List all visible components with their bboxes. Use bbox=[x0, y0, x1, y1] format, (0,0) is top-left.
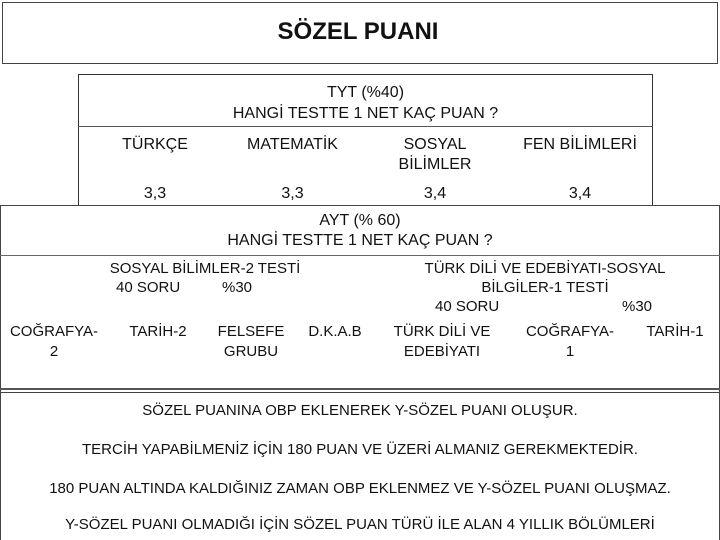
tyt-value-fen: 3,4 bbox=[568, 185, 592, 202]
ayt-right-group-weight: %30 bbox=[622, 298, 653, 315]
ayt-right-item-turk-dili-l2: EDEBİYATI bbox=[403, 343, 481, 360]
ayt-right-item-cografya1-l2: 1 bbox=[565, 343, 575, 360]
ayt-header-divider bbox=[0, 255, 720, 256]
page-title: SÖZEL PUANI bbox=[277, 18, 439, 45]
tyt-value-sosyal: 3,4 bbox=[423, 185, 447, 202]
ayt-right-group-title: TÜRK DİLİ VE EDEBİYATI-SOSYAL bbox=[424, 260, 666, 277]
tyt-heading: TYT (%40) bbox=[326, 84, 405, 101]
ayt-right-group-questions: 40 SORU bbox=[435, 298, 500, 315]
ayt-right-item-turk-dili: TÜRK DİLİ VE bbox=[393, 323, 491, 340]
ayt-bottom-divider bbox=[0, 388, 720, 390]
ayt-left-item-cografya2-l2: 2 bbox=[49, 343, 59, 360]
ayt-left-item-dkab: D.K.A.B bbox=[308, 323, 362, 340]
info-line-3: 180 PUAN ALTINDA KALDIĞINIZ ZAMAN OBP EKLENMEZ VE Y-SÖZEL PUANI OLUŞMAZ. bbox=[49, 480, 671, 497]
tyt-header-divider bbox=[78, 126, 653, 127]
tyt-col-sosyal: SOSYAL bbox=[403, 136, 467, 153]
ayt-right-group-title-l2: BİLGİLER-1 TESTİ bbox=[481, 279, 609, 296]
tyt-col-sosyal-l2: BİLİMLER bbox=[398, 156, 472, 173]
ayt-heading: AYT (% 60) bbox=[319, 212, 401, 229]
info-line-4: Y-SÖZEL PUANI OLMADIĞI İÇİN SÖZEL PUAN TÜRÜ İLE ALAN 4 YILLIK BÖLÜMLERİ bbox=[65, 516, 655, 533]
info-line-2: TERCİH YAPABİLMENİZ İÇİN 180 PUAN VE ÜZERİ ALMANIZ GEREKMEKTEDİR. bbox=[82, 441, 638, 458]
tyt-col-matematik: MATEMATİK bbox=[247, 136, 338, 153]
tyt-question: HANGİ TESTTE 1 NET KAÇ PUAN ? bbox=[232, 105, 499, 122]
ayt-question: HANGİ TESTTE 1 NET KAÇ PUAN ? bbox=[227, 232, 493, 249]
ayt-right-item-cografya1: COĞRAFYA- bbox=[525, 323, 615, 340]
ayt-left-group-weight: %30 bbox=[222, 279, 253, 296]
tyt-value-turkce: 3,3 bbox=[143, 185, 167, 202]
ayt-left-item-felsefe: FELSEFE bbox=[217, 323, 285, 340]
ayt-left-item-tarih2: TARİH-2 bbox=[129, 323, 187, 340]
tyt-col-turkce: TÜRKÇE bbox=[122, 136, 188, 153]
tyt-value-matematik: 3,3 bbox=[281, 185, 304, 202]
info-line-1: SÖZEL PUANINA OBP EKLENEREK Y-SÖZEL PUANI OLUŞUR. bbox=[142, 402, 578, 419]
ayt-right-item-tarih1: TARİH-1 bbox=[646, 323, 704, 340]
ayt-left-item-cografya2: COĞRAFYA- bbox=[9, 323, 99, 340]
ayt-left-item-felsefe-l2: GRUBU bbox=[223, 343, 279, 360]
tyt-col-fen: FEN BİLİMLERİ bbox=[523, 136, 637, 153]
ayt-left-group-title: SOSYAL BİLİMLER-2 TESTİ bbox=[109, 260, 301, 277]
ayt-left-group-questions: 40 SORU bbox=[116, 279, 181, 296]
